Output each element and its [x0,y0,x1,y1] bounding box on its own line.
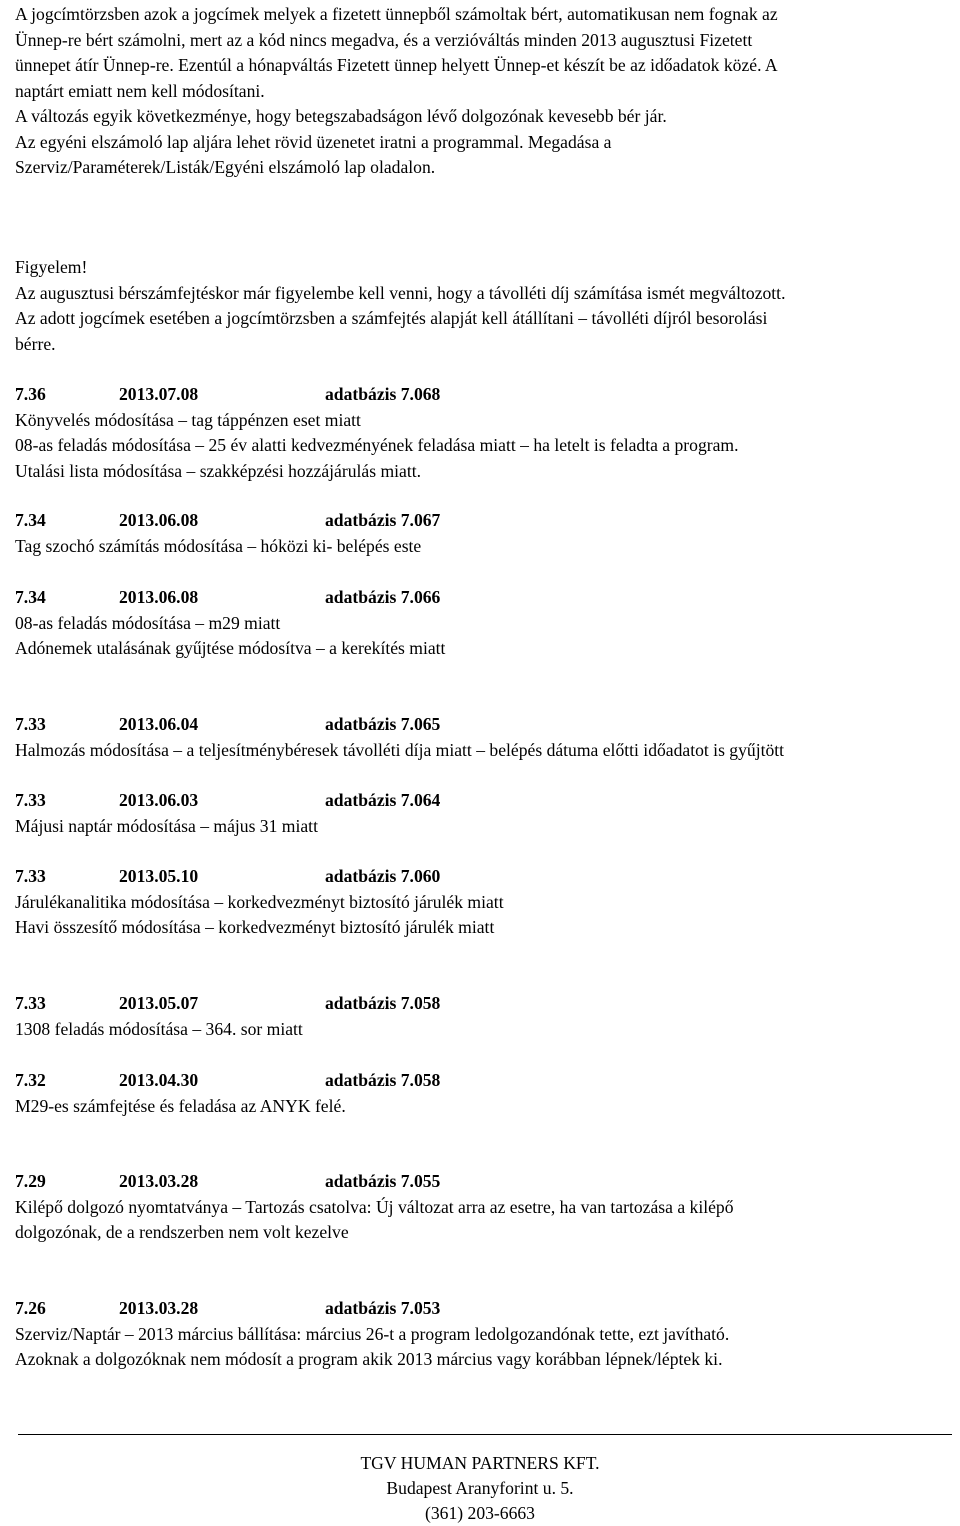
entry-version: 7.33 [15,866,46,886]
entry-header [15,508,960,534]
changelog-entry [15,864,960,941]
changelog-entry [15,1296,960,1373]
changelog-entry [15,712,960,763]
changelog-entry [15,508,960,559]
entry-date: 2013.06.03 [119,790,199,810]
footer-company: TGV HUMAN PARTNERS KFT. [360,1453,600,1473]
footer [0,1451,960,1526]
entry-line: Könyvelés módosítása – tag táppénzen eset miatt [15,409,361,430]
entry-line: 08-as feladás módosítása – m29 miatt [15,612,281,633]
entry-line: Halmozás módosítása – a teljesítménybéresek távolléti díja miatt – belépés dátuma előtti időadatot is gyűjtött [15,739,785,760]
entry-date: 2013.06.08 [119,510,199,530]
entry-database: adatbázis 7.064 [325,790,441,810]
entry-date: 2013.06.04 [119,714,199,734]
warning-line: bérre. [15,333,56,354]
entry-version: 7.26 [15,1298,46,1318]
entry-header [15,788,960,814]
intro-line: Szerviz/Paraméterek/Listák/Egyéni elszámoló lap oladalon. [15,157,436,177]
entry-version: 7.32 [15,1070,46,1090]
intro-line: Az egyéni elszámoló lap aljára lehet rövid üzenetet iratni a programmal. Megadása a [15,131,612,152]
changelog-entry [15,1068,960,1119]
entry-line: 08-as feladás módosítása – 25 év alatti kedvezményének feladása miatt – ha letelt is feladta a program. [15,435,739,455]
intro-line: naptárt emiatt nem kell módosítani. [15,80,265,101]
entry-database: adatbázis 7.058 [325,1070,441,1090]
intro-line: Ünnep-re bért számolni, mert az a kód nincs megadva, és a verzióváltás minden 2013 augusztusi Fizetett [15,29,753,50]
intro-line: ünnepet átír Ünnep-re. Ezentúl a hónapváltás Fizetett ünnep helyett Ünnep-et készít be az időadatok közé. A [15,55,778,75]
changelog-entry [15,585,960,662]
entry-line: Adónemek utalásának gyűjtése módosítva – a kerekítés miatt [15,638,446,658]
entry-database: adatbázis 7.053 [325,1298,441,1318]
entry-version: 7.34 [15,587,46,607]
entry-line: Havi összesítő módosítása – korkedvezményt biztosító járulék miatt [15,917,495,937]
entry-header [15,585,960,611]
entry-line: Azoknak a dolgozóknak nem módosít a program akik 2013 március vagy korábban lépnek/léptek ki. [15,1349,723,1369]
intro-line: A jogcímtörzsben azok a jogcímek melyek a fizetett ünnepből számoltak bért, automatikusan nem fognak az [15,4,778,24]
entry-header [15,382,960,408]
entry-database: adatbázis 7.068 [325,384,441,404]
entry-date: 2013.05.07 [119,993,199,1013]
changelog-entry [15,382,960,484]
entry-line: Utalási lista módosítása – szakképzési hozzájárulás miatt. [15,460,421,481]
entry-line: 1308 feladás módosítása – 364. sor miatt [15,1018,303,1039]
entry-header [15,712,960,738]
warning-line: Az adott jogcímek esetében a jogcímtörzsben a számfejtés alapját kell átállítani – távolléti díjról besorolási [15,308,768,328]
warning-line: Az augusztusi bérszámfejtéskor már figyelembe kell venni, hogy a távolléti díj számítása ismét megváltozott. [15,282,786,303]
entry-date: 2013.03.28 [119,1298,199,1318]
entry-database: adatbázis 7.060 [325,866,441,886]
footer-phone: (361) 203-6663 [425,1503,535,1523]
warning-title: Figyelem! [15,257,88,277]
entry-database: adatbázis 7.066 [325,587,441,607]
entry-header [15,1296,960,1322]
intro-paragraph [15,2,778,181]
footer-divider [18,1434,952,1435]
entry-database: adatbázis 7.067 [325,510,441,530]
entry-date: 2013.07.08 [119,384,199,404]
entry-date: 2013.06.08 [119,587,199,607]
intro-line: A változás egyik következménye, hogy betegszabadságon lévő dolgozónak kevesebb bér jár. [15,106,667,126]
changelog-entry [15,1169,960,1246]
entry-database: adatbázis 7.058 [325,993,441,1013]
entry-version: 7.33 [15,993,46,1013]
entry-header [15,991,960,1017]
entry-line: Járulékanalitika módosítása – korkedvezményt biztosító járulék miatt [15,891,504,912]
entry-version: 7.29 [15,1171,46,1191]
entry-date: 2013.04.30 [119,1070,199,1090]
entry-database: adatbázis 7.065 [325,714,441,734]
entry-version: 7.34 [15,510,46,530]
entry-line: Kilépő dolgozó nyomtatványa – Tartozás csatolva: Új változat arra az esetre, ha van tartozása a kilépő [15,1196,734,1217]
entry-line: dolgozónak, de a rendszerben nem volt kezelve [15,1222,349,1242]
entry-header [15,1068,960,1094]
entry-line: M29-es számfejtése és feladása az ANYK felé. [15,1095,346,1116]
changelog-entry [15,991,960,1042]
entry-version: 7.36 [15,384,46,404]
warning-block [15,255,785,357]
entry-version: 7.33 [15,714,46,734]
entry-header [15,864,960,890]
entry-line: Májusi naptár módosítása – május 31 miatt [15,815,318,836]
footer-address: Budapest Aranyforint u. 5. [386,1478,574,1498]
entry-date: 2013.03.28 [119,1171,199,1191]
entry-line: Tag szochó számítás módosítása – hóközi ki- belépés este [15,535,422,556]
entry-line: Szerviz/Naptár – 2013 március bállítása: március 26-t a program ledolgozandónak tette, ezt javítható. [15,1323,730,1344]
entry-date: 2013.05.10 [119,866,199,886]
changelog-entry [15,788,960,839]
entry-header [15,1169,960,1195]
entry-database: adatbázis 7.055 [325,1171,441,1191]
entry-version: 7.33 [15,790,46,810]
